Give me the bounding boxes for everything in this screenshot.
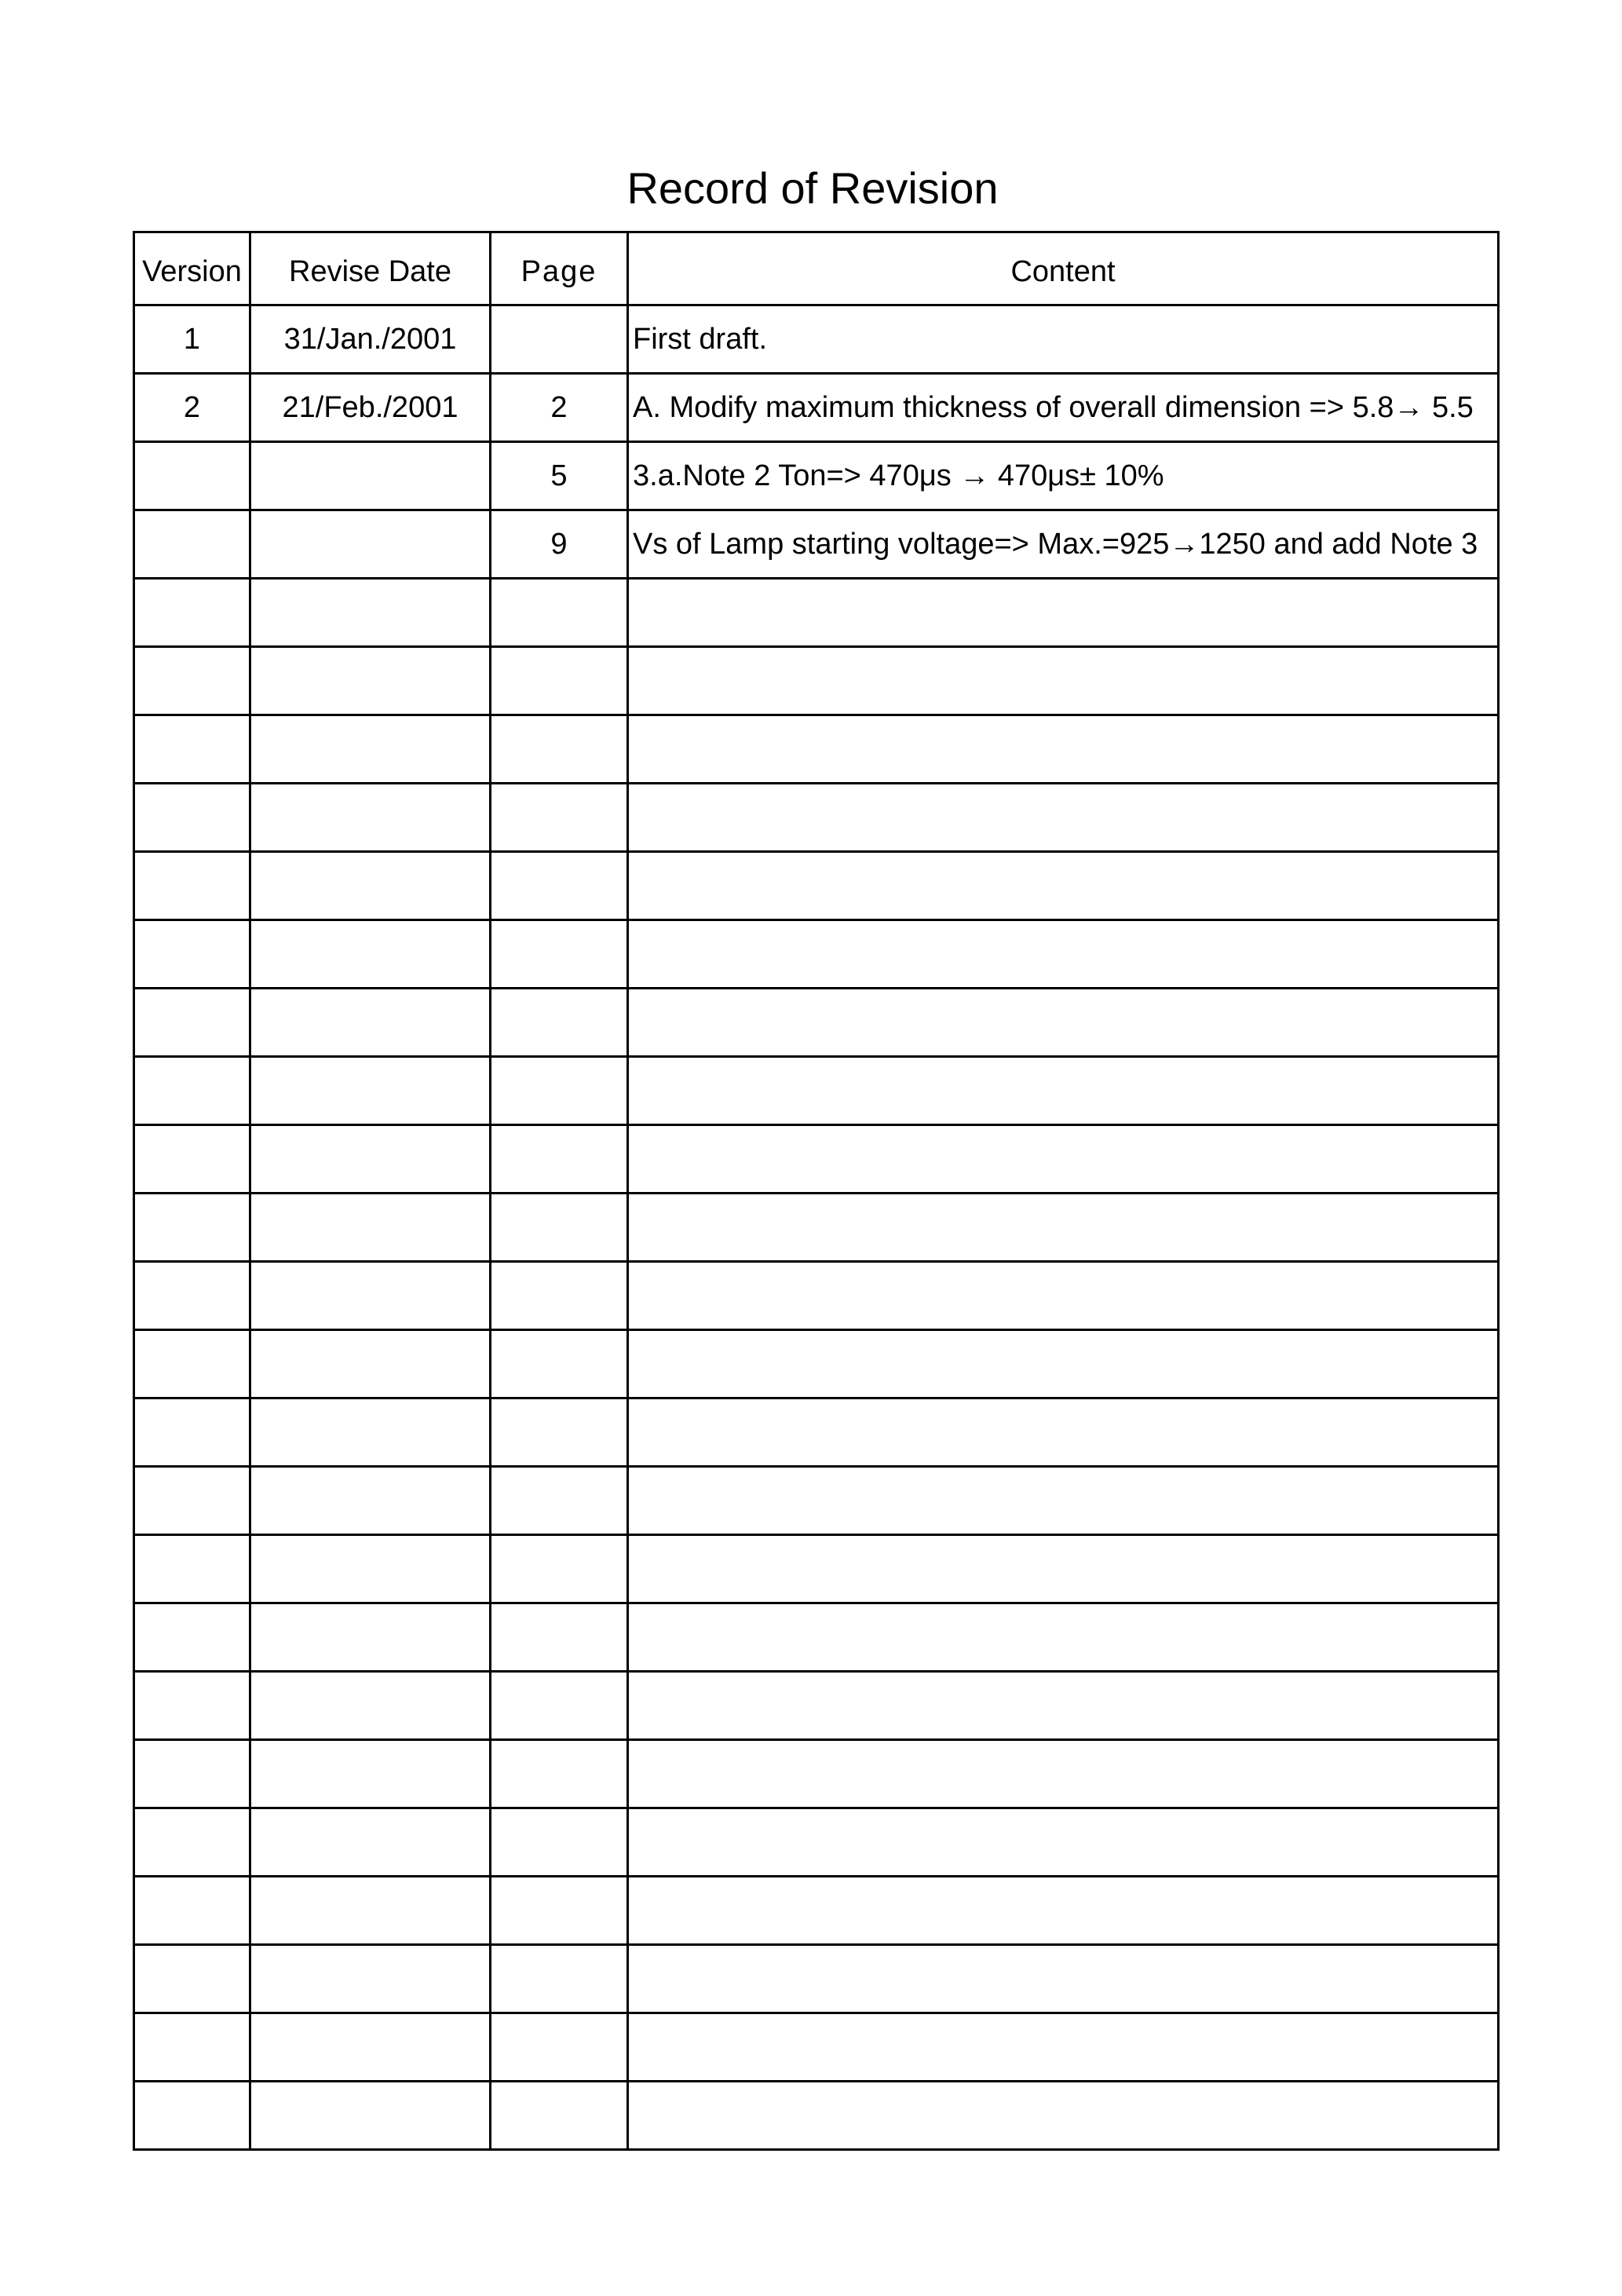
revise-date-cell — [250, 1398, 491, 1467]
page-cell — [491, 920, 628, 989]
revise-date-cell — [250, 852, 491, 920]
revise-date-cell — [250, 920, 491, 989]
page-cell — [491, 1672, 628, 1740]
page-cell — [491, 1398, 628, 1467]
revise-date-cell — [250, 784, 491, 852]
revise-date-cell — [250, 1808, 491, 1877]
version-cell — [134, 1877, 250, 1945]
table-row — [134, 1262, 1499, 1330]
version-cell — [134, 1467, 250, 1535]
page-cell — [491, 1877, 628, 1945]
page-cell — [491, 1945, 628, 2013]
page-cell — [491, 1808, 628, 1877]
table-row — [134, 2013, 1499, 2082]
page-cell — [491, 1057, 628, 1125]
revise-date-cell — [250, 1057, 491, 1125]
page-cell — [491, 1603, 628, 1672]
table-row — [134, 715, 1499, 784]
version-cell — [134, 920, 250, 989]
page-cell — [491, 1194, 628, 1262]
table-row — [134, 1057, 1499, 1125]
page-cell: 5 — [491, 442, 628, 510]
page-cell — [491, 1535, 628, 1603]
page-cell — [491, 579, 628, 647]
content-cell — [628, 715, 1499, 784]
content-cell — [628, 989, 1499, 1057]
content-cell — [628, 1057, 1499, 1125]
page-cell — [491, 1330, 628, 1398]
revise-date-cell — [250, 510, 491, 579]
header-revise-date: Revise Date — [250, 232, 491, 305]
header-version: Version — [134, 232, 250, 305]
content-cell — [628, 1262, 1499, 1330]
version-cell — [134, 1330, 250, 1398]
content-cell — [628, 1808, 1499, 1877]
revise-date-cell — [250, 442, 491, 510]
version-cell — [134, 852, 250, 920]
table-row — [134, 1125, 1499, 1194]
content-cell — [628, 1877, 1499, 1945]
content-cell — [628, 852, 1499, 920]
table-row — [134, 2082, 1499, 2150]
table-row — [134, 1945, 1499, 2013]
revise-date-cell — [250, 579, 491, 647]
content-cell — [628, 1125, 1499, 1194]
version-cell — [134, 2013, 250, 2082]
content-cell — [628, 784, 1499, 852]
content-cell — [628, 1945, 1499, 2013]
version-cell — [134, 2082, 250, 2150]
page-cell — [491, 647, 628, 715]
table-row — [134, 1808, 1499, 1877]
page-cell — [491, 1262, 628, 1330]
page-cell — [491, 2082, 628, 2150]
revise-date-cell — [250, 2013, 491, 2082]
version-cell — [134, 1125, 250, 1194]
content-cell — [628, 1535, 1499, 1603]
table-row — [134, 374, 1499, 442]
version-cell — [134, 510, 250, 579]
content-cell — [628, 579, 1499, 647]
content-cell: A. Modify maximum thickness of overall dimension => 5.8→ 5.5 — [628, 374, 1499, 442]
revise-date-cell — [250, 2082, 491, 2150]
content-cell: 3.a.Note 2 Ton=> 470μs → 470μs± 10% — [628, 442, 1499, 510]
table-row — [134, 1398, 1499, 1467]
table-row — [134, 920, 1499, 989]
version-cell — [134, 1740, 250, 1808]
page-cell — [491, 715, 628, 784]
table-row — [134, 510, 1499, 579]
table-row — [134, 1672, 1499, 1740]
page-cell: 9 — [491, 510, 628, 579]
version-cell — [134, 715, 250, 784]
content-cell — [628, 1603, 1499, 1672]
revise-date-cell — [250, 1467, 491, 1535]
content-cell — [628, 647, 1499, 715]
revise-date-cell — [250, 1330, 491, 1398]
revise-date-cell — [250, 1672, 491, 1740]
table-row — [134, 442, 1499, 510]
version-cell — [134, 579, 250, 647]
page-cell — [491, 1740, 628, 1808]
content-cell — [628, 1467, 1499, 1535]
table-row — [134, 1740, 1499, 1808]
header-content: Content — [628, 232, 1499, 305]
revise-date-cell — [250, 1125, 491, 1194]
content-cell — [628, 1740, 1499, 1808]
page-title: Record of Revision — [627, 163, 999, 213]
page-cell — [491, 1125, 628, 1194]
revise-date-cell — [250, 715, 491, 784]
table-row — [134, 1877, 1499, 1945]
page-cell — [491, 1467, 628, 1535]
revise-date-cell — [250, 989, 491, 1057]
page-cell: 2 — [491, 374, 628, 442]
page-cell — [491, 852, 628, 920]
content-cell — [628, 2013, 1499, 2082]
version-cell — [134, 784, 250, 852]
version-cell: 2 — [134, 374, 250, 442]
table-row — [134, 1467, 1499, 1535]
revise-date-cell — [250, 1603, 491, 1672]
revise-date-cell — [250, 1740, 491, 1808]
table-row — [134, 647, 1499, 715]
content-cell — [628, 920, 1499, 989]
version-cell — [134, 1057, 250, 1125]
version-cell — [134, 1672, 250, 1740]
content-cell: First draft. — [628, 305, 1499, 374]
revise-date-cell — [250, 1945, 491, 2013]
content-cell — [628, 1330, 1499, 1398]
content-cell — [628, 2082, 1499, 2150]
table-row — [134, 852, 1499, 920]
version-cell: 1 — [134, 305, 250, 374]
version-cell — [134, 1194, 250, 1262]
revise-date-cell: 31/Jan./2001 — [250, 305, 491, 374]
page-cell — [491, 989, 628, 1057]
version-cell — [134, 1945, 250, 2013]
table-row — [134, 784, 1499, 852]
content-cell — [628, 1672, 1499, 1740]
revise-date-cell — [250, 1877, 491, 1945]
revise-date-cell — [250, 1535, 491, 1603]
version-cell — [134, 1603, 250, 1672]
table-row — [134, 1330, 1499, 1398]
version-cell — [134, 1808, 250, 1877]
version-cell — [134, 1535, 250, 1603]
page-cell — [491, 784, 628, 852]
revise-date-cell: 21/Feb./2001 — [250, 374, 491, 442]
table-row — [134, 579, 1499, 647]
revise-date-cell — [250, 1194, 491, 1262]
version-cell — [134, 1262, 250, 1330]
table-row — [134, 989, 1499, 1057]
version-cell — [134, 442, 250, 510]
page-cell — [491, 305, 628, 374]
content-cell: Vs of Lamp starting voltage=> Max.=925→1250 and add Note 3 — [628, 510, 1499, 579]
revise-date-cell — [250, 647, 491, 715]
table-row — [134, 1194, 1499, 1262]
revise-date-cell — [250, 1262, 491, 1330]
table-row — [134, 305, 1499, 374]
version-cell — [134, 1398, 250, 1467]
header-page: Page — [491, 232, 628, 305]
version-cell — [134, 989, 250, 1057]
page-cell — [491, 2013, 628, 2082]
table-header-row — [134, 232, 1499, 305]
table-row — [134, 1603, 1499, 1672]
content-cell — [628, 1194, 1499, 1262]
revision-table — [133, 231, 1500, 2151]
version-cell — [134, 647, 250, 715]
content-cell — [628, 1398, 1499, 1467]
table-row — [134, 1535, 1499, 1603]
